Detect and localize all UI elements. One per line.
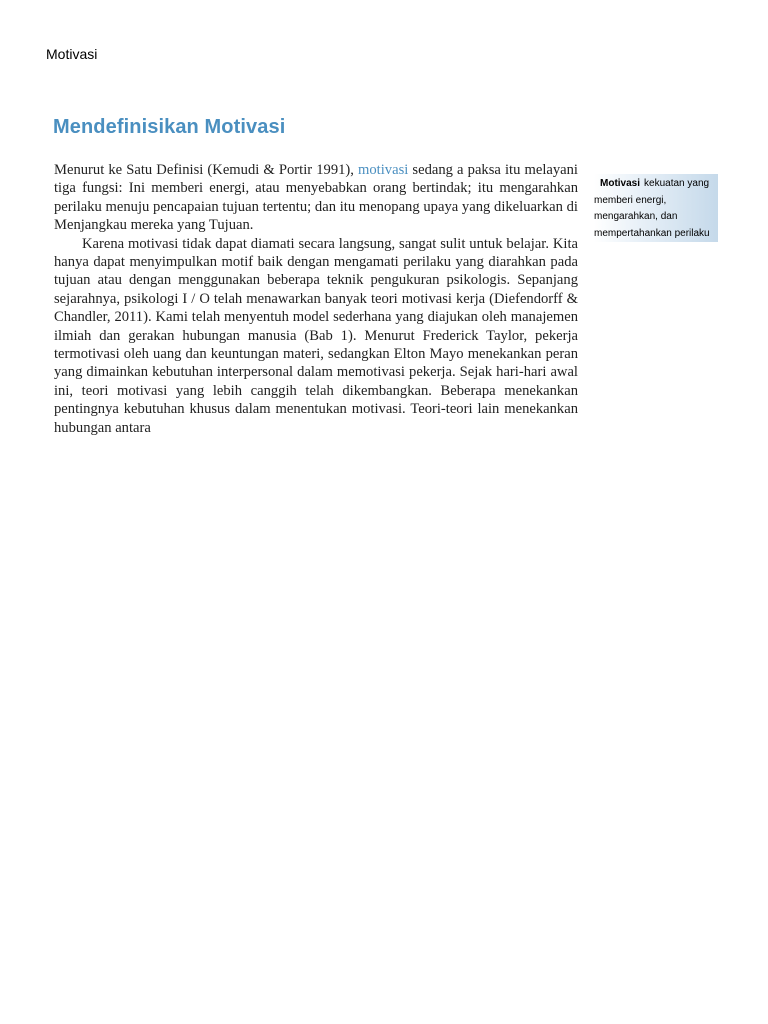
running-header: Motivasi bbox=[46, 46, 98, 62]
margin-note-term: Motivasi bbox=[600, 178, 641, 189]
paragraph-1-rest: sedang a paksa itu melayani tiga fungsi: Ini memberi energi, atau menyebabkan orang bertindak; itu mengarahkan perilaku menuju pencapaian tujuan tertentu; dan itu menopang upaya yang dikeluarkan di Menjangkau mereka yang Tujuan. bbox=[54, 162, 578, 234]
paragraph-1-start: Menurut ke Satu Definisi (Kemudi & Portir 1991), bbox=[54, 162, 359, 178]
paragraph-1 bbox=[54, 161, 578, 235]
margin-note-definition: kekuatan yang memberi energi, mengarahkan, dan mempertahankan perilaku bbox=[594, 178, 710, 239]
paragraph-2: Karena motivasi tidak dapat diamati secara langsung, sangat sulit untuk belajar. Kita hanya dapat menyimpulkan motif baik dengan mengamati perilaku yang diarahkan pada tujuan atau dengan menggunakan beberapa teknik pengukuran psikologis. Sepanjang sejarahnya, psikologi I / O telah menawarkan banyak teori motivasi kerja (Diefendorff & Chandler, 2011). Kami telah menyentuh model sederhana yang diajukan oleh manajemen ilmiah dan gerakan hubungan manusia (Bab 1). Menurut Frederick Taylor, pekerja termotivasi oleh uang dan keuntungan materi, sedangkan Elton Mayo menekankan peran yang dimainkan kebutuhan interpersonal dalam memotivasi pekerja. Sejak hari-hari awal ini, teori motivasi yang lebih canggih telah dikembangkan. Beberapa menekankan pentingnya kebutuhan khusus dalam menentukan motivasi. Teori-teori lain menekankan hubungan antara bbox=[54, 235, 578, 436]
section-title: Mendefinisikan Motivasi bbox=[53, 116, 286, 138]
margin-note bbox=[594, 176, 720, 242]
body-text bbox=[54, 161, 578, 437]
motivasi-term-link[interactable]: motivasi bbox=[358, 162, 409, 178]
